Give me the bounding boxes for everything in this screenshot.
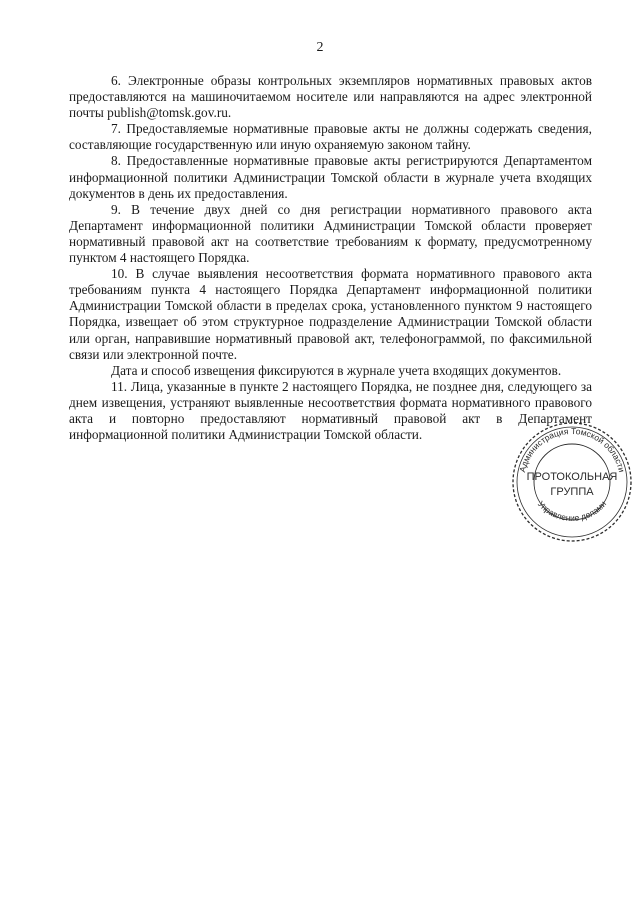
paragraph-notice-date: Дата и способ извещения фиксируются в журнале учета входящих документов. <box>111 362 562 378</box>
paragraph-7: 7. Предоставляемые нормативные правовые акты не должны содержать сведения, составляющие государственную или иную охраняемую законом тайну. <box>69 121 592 153</box>
official-stamp <box>510 420 634 544</box>
paragraph-10: 10. В случае выявления несоответствия формата нормативного правового акта требованиям пункта 4 настоящего Порядка Департамент информационной политики Администрации Томской области в пределах срока, установленного пунктом 9 настоящего Порядка, извещает об этом структурное подразделение Администрации Томской области или орган, направившие нормативный правовой акт, телефонограммой, по факсимильной связи или электронной почте. <box>69 266 592 362</box>
paragraph-6: 6. Электронные образы контрольных экземпляров нормативных правовых актов предоставляются на машиночитаемом носителе или направляются на адрес электронной почты publish@tomsk.gov.ru. <box>69 73 592 121</box>
paragraph-8: 8. Предоставленные нормативные правовые акты регистрируются Департаментом информационной политики Администрации Томской области в журнале учета входящих документов в день их предоставления. <box>69 153 592 201</box>
stamp-outer-bottom-text: Управление делами <box>535 498 609 523</box>
page-number: 2 <box>316 40 324 55</box>
stamp-graphic <box>510 420 634 544</box>
stamp-center-line-1: ПРОТОКОЛЬНАЯ <box>526 471 618 483</box>
stamp-center-line-2: ГРУППА <box>550 486 594 498</box>
paragraph-11: 11. Лица, указанные в пункте 2 настоящего Порядка, не позднее дня, следующего за днем извещения, устраняют выявленные несоответствия формата нормативного правового акта и повторно предоставляют нормативный правовой акт в Департамент информационной политики Администрации Томской области. <box>69 378 592 443</box>
paragraph-9: 9. В течение двух дней со дня регистрации нормативного правового акта Департамент информационной политики Администрации Томской области проверяет нормативный правовой акт на соответствие требованиям к формату, предусмотренному пунктом 4 настоящего Порядка. <box>69 201 592 266</box>
document-body <box>69 73 592 443</box>
stamp-outer-top-text: Администрация Томской области <box>517 425 627 474</box>
